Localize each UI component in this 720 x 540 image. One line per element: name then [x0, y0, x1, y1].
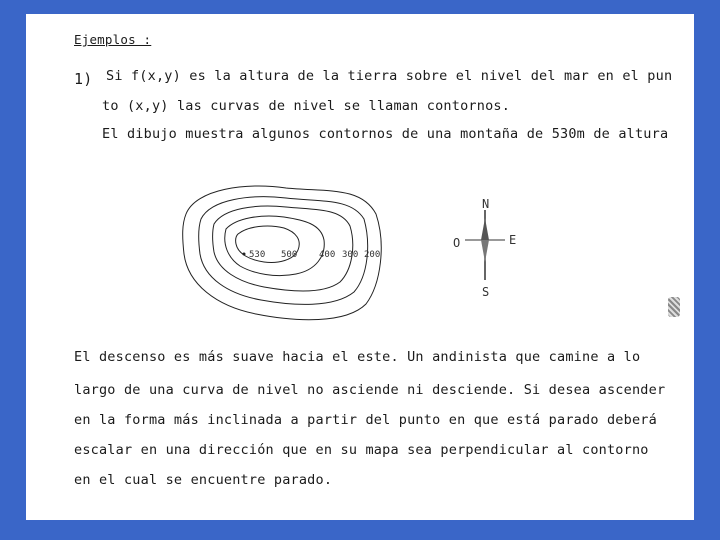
paragraph2-line5: en el cual se encuentre parado. [74, 472, 333, 488]
paragraph2-line4: escalar en una dirección que en su mapa sea perpendicular al contorno [74, 442, 649, 458]
contour-label-400: 400 [319, 250, 336, 260]
compass-north: N [482, 197, 490, 211]
compass-east: E [509, 233, 517, 247]
contour-label-200: 200 [364, 250, 381, 260]
contour-500 [225, 216, 324, 276]
contour-map [176, 174, 386, 329]
contour-label-300: 300 [342, 250, 359, 260]
contour-label-500: 500 [281, 250, 298, 260]
scanned-page [26, 14, 694, 520]
paragraph2-line2: largo de una curva de nivel no asciende ni desciende. Si desea ascender [74, 382, 666, 398]
scan-mark [668, 297, 680, 317]
contour-label-530: 530 [249, 250, 266, 260]
paragraph1-line2: to (x,y) las curvas de nivel se llaman contornos. [102, 98, 511, 114]
compass-west: O [453, 236, 461, 250]
item-number: 1) [74, 70, 93, 88]
paragraph2-line1: El descenso es más suave hacia el este. Un andinista que camine a lo [74, 349, 641, 365]
heading: Ejemplos : [74, 32, 152, 47]
paragraph1-line1: Si f(x,y) es la altura de la tierra sobre el nivel del mar en el pun [106, 68, 673, 84]
compass-south: S [482, 285, 490, 299]
compass-drawing [451, 196, 521, 301]
contour-400 [213, 206, 353, 291]
paragraph1-line3: El dibujo muestra algunos contornos de una montaña de 530m de altura [102, 126, 669, 142]
paragraph2-line3: en la forma más inclinada a partir del punto en que está parado deberá [74, 412, 657, 428]
compass-rose [451, 196, 521, 301]
contour-map-drawing [176, 174, 386, 329]
